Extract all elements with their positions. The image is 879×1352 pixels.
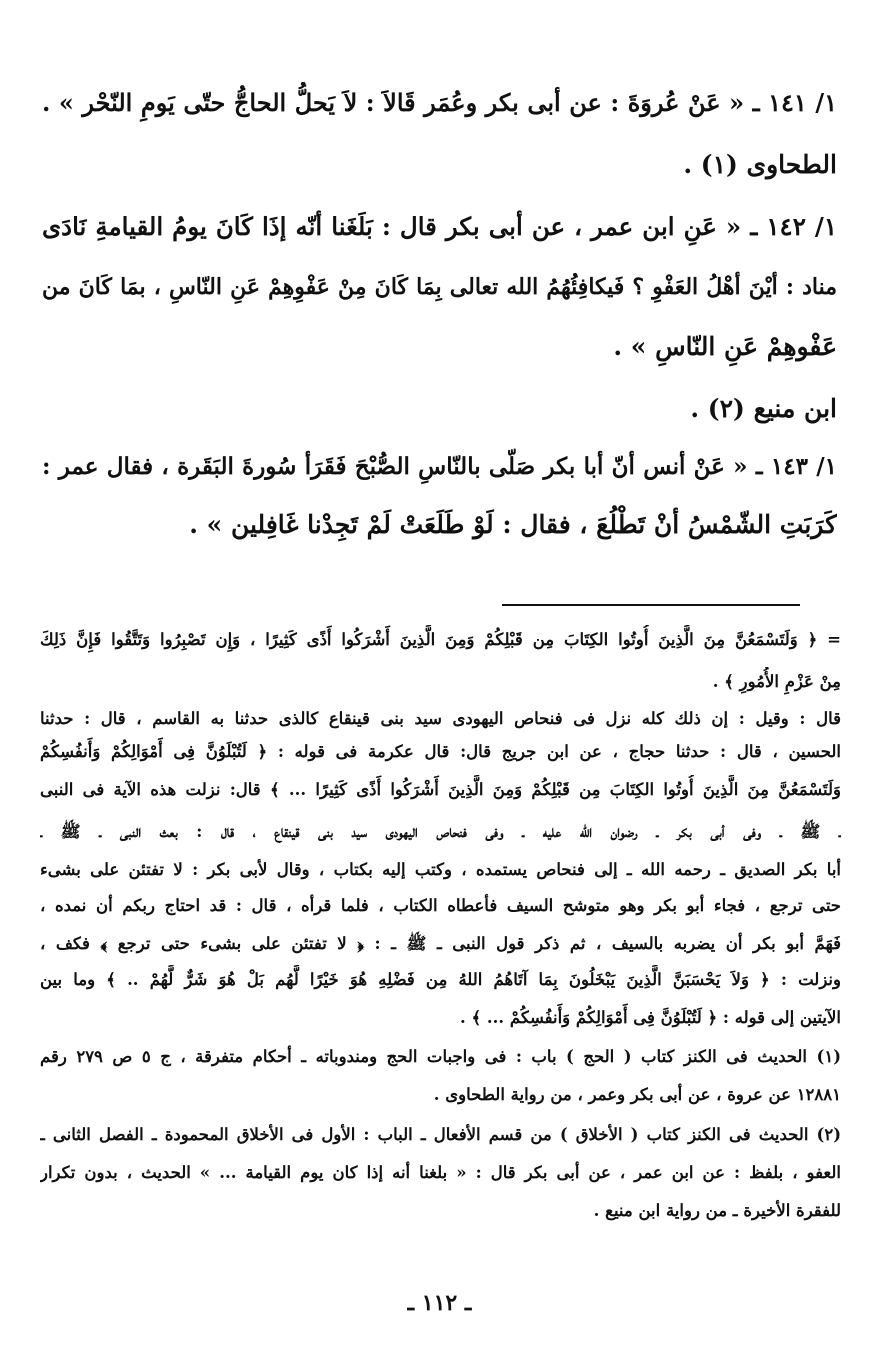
hadith-142-line-2: مناد : أيْنَ أهْلُ العَفْوِ ؟ فَيكافِئُهُمُ الله تعالى بِمَا كَانَ مِنْ عَفْوِهِمْ عَنِ النّاسِ ، بمَا كَانَ من (42, 274, 837, 300)
hadith-143-line-2: كَرَبَتِ الشّمْسُ أنْ تَطْلُعَ ، فقال : لَوْ طَلَعَتْ لَمْ تَجِدْنا غَافِلين » . (189, 510, 837, 539)
footnote-1: (١) الحديث فى الكنز كتاب ( الحج ) باب : فى واجبات الحج ومندوباته ـ أحكام متفرقة ، ج ٥ ص ٢٧٩ رقم (40, 1047, 841, 1066)
footnote-line: ـ ﷺ ـ وفى أبى بكر ـ رضوان الله عليه ـ وفى فنحاص اليهودى سيد بنى قينقاع ، قال : بعث النبى ـ ﷺ ـ (40, 822, 841, 841)
footnote-1-continued: ١٢٨٨١ عن عروة ، عن أبى بكر وعمر ، من رواية الطحاوى . (433, 1085, 841, 1104)
page-number: ـ ١١٢ ـ (407, 1290, 472, 1316)
footnote-line: ونزلت : ﴿ وَلاَ يَحْسَبَنَّ الَّذِينَ يَبْخَلُونَ بِمَا آتَاهُمُ اللهُ مِن فَضْلِهِ هُوَ خَيْرًا لَّهُم بَلْ هُوَ شَرٌّ لَّهُمْ .. ﴾ وما بين (40, 970, 841, 989)
footnote-line: وَلَتَسْمَعُنَّ مِنَ الَّذِينَ أُوتُوا الكِتَابَ مِن قَبْلِكُمْ وَمِنَ الَّذِينَ أَشْرَكُوا أَذًى كَثِيرًا ... ﴾ قال: نزلت هذه الآية فى النبى (40, 780, 841, 799)
footnote-line: الآيتين إلى قوله : ﴿ لَتُبْلَوُنَّ فِى أَمْوَالِكُمْ وَأَنفُسِكُمْ ... ﴾ . (459, 1008, 841, 1027)
hadith-141-line-1: ١/ ١٤١ ـ « عَنْ عُروَةَ : عن أبى بكر وعُمَر قَالاَ : لاَ يَحلُّ الحاجُّ حتّى يَومِ النّحْر » . (42, 88, 837, 117)
source-attribution-ibn-mani: ابن منيع (٢) . (690, 394, 837, 423)
footnote-line: مِنْ عَزْمِ الأُمُورِ ﴾ . (712, 672, 841, 691)
footnote-separator (502, 604, 800, 606)
footnote-line: = ﴿ وَلَتَسْمَعُنَّ مِنَ الَّذِينَ أُوتُوا الكِتَابَ مِن قَبْلِكُمْ وَمِنَ الَّذِينَ أَشْرَكُوا أَذًى كَثِيرًا ، وَإِن تَصْبِرُوا وَتَتَّقُوا فَإِنَّ ذَلِكَ (40, 630, 841, 649)
footnote-line: حتى ترجع ، فجاء أبو بكر وهو متوشح السيف فأعطاه الكتاب ، فلما قرأه ، قال : قد احتاج ربكم أن نمده ، (40, 896, 841, 915)
footnote-line: فَهَمَّ أبو بكر أن يضربه بالسيف ، ثم ذكر قول النبى ـ ﷺ ـ : ﴿ لا تفتئن على بشىء حتى ترجع ﴾ فكف ، (40, 934, 841, 953)
footnote-line: أبا بكر الصديق ـ رحمه الله ـ إلى فنحاص يستمده ، وكتب إليه بكتاب ، وقال لأبى بكر : لا تفتئن على بشىء (40, 860, 841, 879)
hadith-142-line-3: عَفْوهِمْ عَنِ النّاسِ » . (613, 332, 837, 361)
footnote-line: الحسين ، قال : حدثنا حجاج ، عن ابن جريج قال: قال عكرمة فى قوله : ﴿ لَتُبْلَوُنَّ فِى أَمْوَالِكُمْ وَأَنفُسِكُمْ (40, 742, 841, 761)
hadith-142-line-1: ١/ ١٤٢ ـ « عَنِ ابن عمر ، عن أبى بكر قال : بَلَغَنا أنّه إذَا كَانَ يومُ القيامةِ نَادَى (42, 212, 837, 241)
footnote-2-end: للفقرة الأخيرة ـ من رواية ابن منيع . (593, 1201, 841, 1220)
footnote-2-continued: العفو ، بلفظ : عن ابن عمر ، عن أبى بكر قال : « بلغنا أنه إذا كان يوم القيامة ... » الحديث ، بدون تكرار (40, 1163, 841, 1182)
footnote-line: قال : وقيل : إن ذلك كله نزل فى فنحاص اليهودى سيد بنى قينقاع كالذى حدثنا به القاسم ، قال : حدثنا (40, 709, 841, 728)
source-attribution-tahawi: الطحاوى (١) . (683, 150, 837, 179)
hadith-143-line-1: ١/ ١٤٣ ـ « عَنْ أنس أنّ أبا بكر صَلّى بالنّاسِ الصُّبْحَ فَقَرَأ سُورةَ البَقَرة ، فقال عمر : (42, 453, 837, 480)
footnote-2: (٢) الحديث فى الكنز كتاب ( الأخلاق ) من قسم الأفعال ـ الباب : الأول فى الأخلاق المحمودة ـ الفصل الثانى ـ (40, 1125, 841, 1144)
